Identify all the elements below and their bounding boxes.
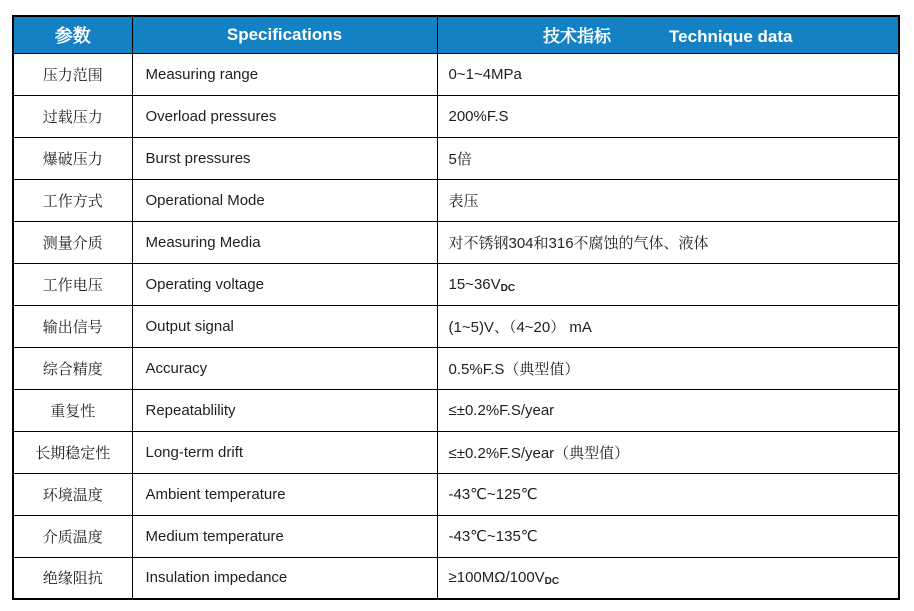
param-en-cell: Operational Mode: [132, 179, 437, 221]
param-en-cell: Measuring Media: [132, 221, 437, 263]
value-cell: [437, 95, 899, 137]
param-en-cell: Measuring range: [132, 53, 437, 95]
param-zh-cell: 长期稳定性: [13, 431, 132, 473]
param-zh-cell: 过载压力: [13, 95, 132, 137]
header-technique-en: Technique data: [669, 27, 793, 47]
value-cell: [437, 53, 899, 95]
header-technique-zh: 技术指标: [543, 27, 612, 47]
param-en-cell: Output signal: [132, 305, 437, 347]
value-text: 表压: [448, 192, 479, 210]
param-zh-cell: 工作电压: [13, 263, 132, 305]
value-subscript: DC: [500, 282, 516, 294]
param-en-cell: Accuracy: [132, 347, 437, 389]
param-en-cell: Burst pressures: [132, 137, 437, 179]
value-text: ≤±0.2%F.S/year: [448, 401, 555, 419]
table-row: [13, 263, 899, 305]
table-row: [13, 347, 899, 389]
param-zh-cell: 重复性: [13, 389, 132, 431]
table-row: [13, 137, 899, 179]
value-text: ≥100MΩ/100V: [448, 569, 545, 587]
value-cell: [437, 137, 899, 179]
header-technique-data: [437, 16, 899, 53]
param-zh-cell: 爆破压力: [13, 137, 132, 179]
param-zh-cell: 压力范围: [13, 53, 132, 95]
value-text: 0.5%F.S（典型值）: [448, 360, 580, 378]
header-param: 参数: [13, 16, 132, 53]
value-cell: [437, 221, 899, 263]
value-cell: [437, 347, 899, 389]
param-zh-cell: 综合精度: [13, 347, 132, 389]
table-row: [13, 515, 899, 557]
table-row: [13, 431, 899, 473]
value-text: 5倍: [448, 150, 472, 168]
spec-table-header: [13, 16, 899, 53]
value-cell: [437, 305, 899, 347]
param-en-cell: Operating voltage: [132, 263, 437, 305]
param-en-cell: Ambient temperature: [132, 473, 437, 515]
value-text: ≤±0.2%F.S/year（典型值）: [448, 444, 630, 462]
value-cell: [437, 263, 899, 305]
table-row: [13, 221, 899, 263]
param-en-cell: Long-term drift: [132, 431, 437, 473]
param-zh-cell: 测量介质: [13, 221, 132, 263]
value-text: (1~5)V、（4~20） mA: [448, 318, 592, 336]
value-text: 15~36V: [448, 275, 501, 293]
table-row: [13, 95, 899, 137]
value-cell: [437, 557, 899, 599]
value-cell: [437, 473, 899, 515]
param-en-cell: Overload pressures: [132, 95, 437, 137]
param-zh-cell: 环境温度: [13, 473, 132, 515]
value-text: 0~1~4MPa: [448, 65, 522, 83]
param-en-cell: Repeatablility: [132, 389, 437, 431]
table-row: [13, 389, 899, 431]
header-specifications: Specifications: [132, 16, 437, 53]
value-cell: [437, 431, 899, 473]
value-text: -43℃~125℃: [448, 486, 538, 503]
param-zh-cell: 介质温度: [13, 515, 132, 557]
table-row: [13, 473, 899, 515]
header-row: [13, 16, 899, 53]
value-cell: [437, 179, 899, 221]
value-cell: [437, 515, 899, 557]
table-row: [13, 305, 899, 347]
spec-table-body: [13, 53, 899, 599]
param-en-cell: Medium temperature: [132, 515, 437, 557]
param-zh-cell: 输出信号: [13, 305, 132, 347]
table-row: [13, 53, 899, 95]
table-row: [13, 179, 899, 221]
param-en-cell: Insulation impedance: [132, 557, 437, 599]
param-zh-cell: 工作方式: [13, 179, 132, 221]
value-subscript: DC: [544, 576, 560, 588]
value-text: 对不锈钢304和316不腐蚀的气体、液体: [448, 234, 709, 252]
value-cell: [437, 389, 899, 431]
spec-table: [12, 15, 900, 600]
param-zh-cell: 绝缘阻抗: [13, 557, 132, 599]
value-text: -43℃~135℃: [448, 528, 538, 545]
value-text: 200%F.S: [448, 107, 509, 125]
table-row: [13, 557, 899, 599]
